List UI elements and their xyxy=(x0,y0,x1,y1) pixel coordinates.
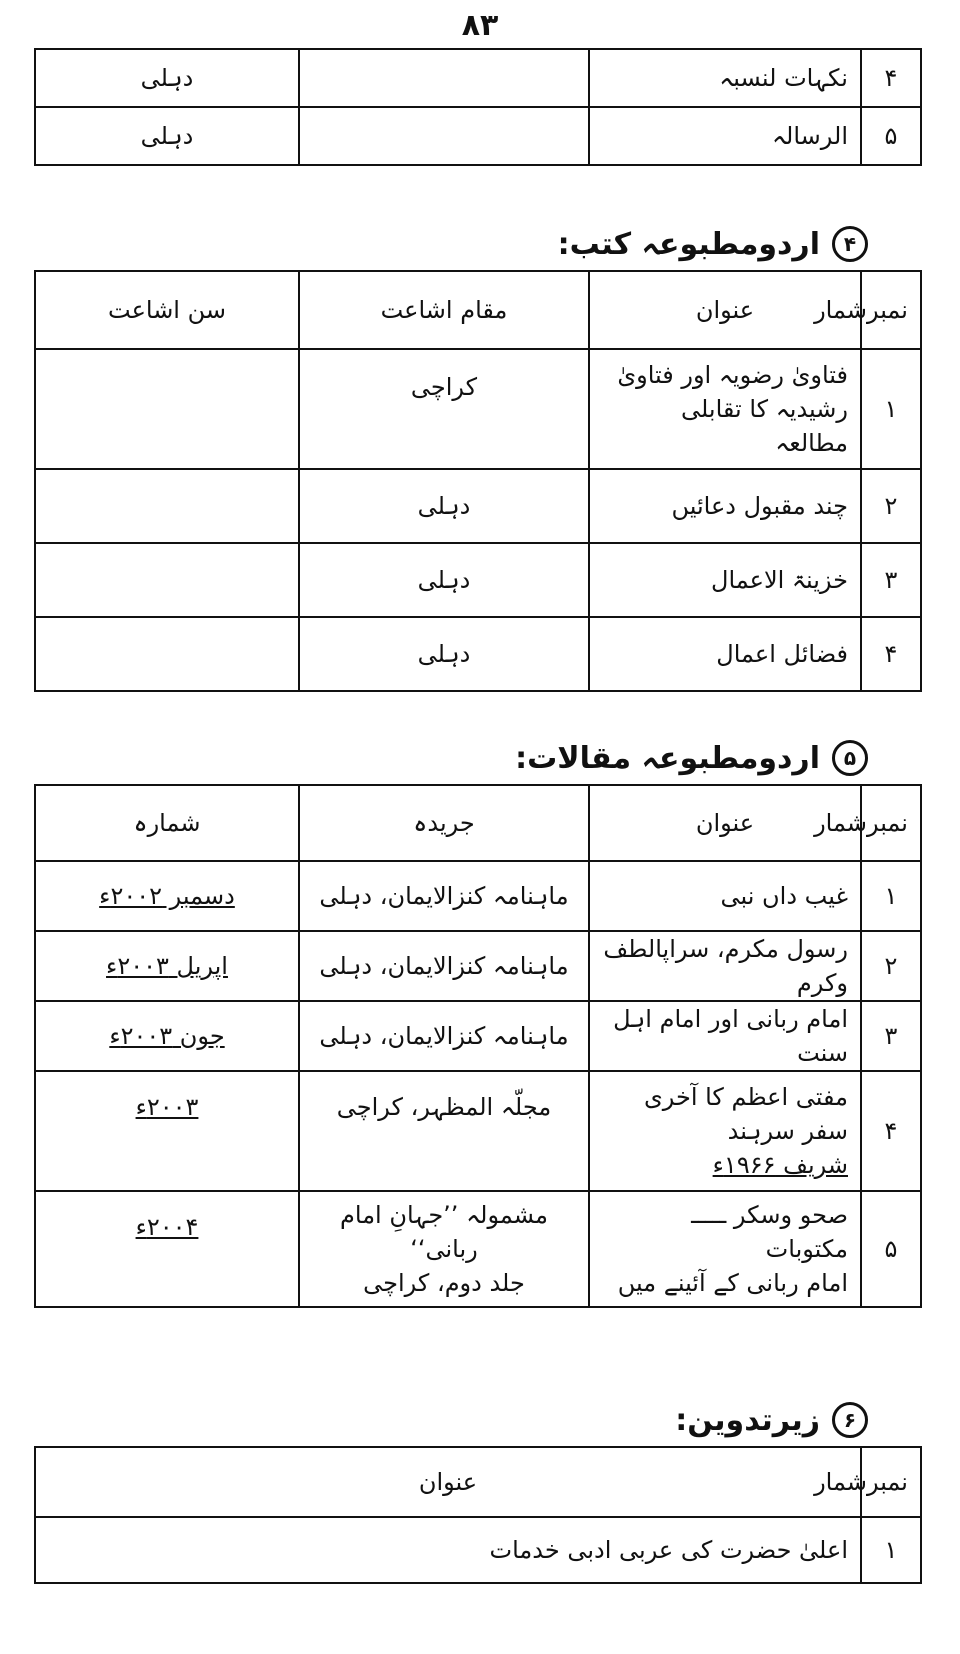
row-number: ۱ xyxy=(861,1517,921,1583)
table-header-row xyxy=(35,271,921,349)
row-number: ۴ xyxy=(861,1071,921,1191)
table-row xyxy=(35,1001,921,1071)
section-number-badge: ۴ xyxy=(832,226,868,262)
row-issue: ۲۰۰۳ء xyxy=(35,1071,299,1191)
section-heading-printed-articles xyxy=(515,736,868,780)
section-title: زیرتدوین: xyxy=(675,1402,820,1438)
row-title: خزینۃ الاعمال xyxy=(589,543,861,617)
table-row xyxy=(35,1071,921,1191)
row-place: دہلی xyxy=(35,107,299,165)
row-number: ۵ xyxy=(861,1191,921,1307)
row-title: اعلیٰ حضرت کی عربی ادبی خدمات xyxy=(35,1517,861,1583)
row-number: ۳ xyxy=(861,543,921,617)
row-journal: مجلّہ المظہر، کراچی xyxy=(299,1071,589,1191)
row-year xyxy=(35,469,299,543)
row-place: دہلی xyxy=(299,617,589,691)
row-cell xyxy=(299,107,589,165)
section-number-badge: ۵ xyxy=(832,740,868,776)
table-row xyxy=(35,931,921,1001)
section-number-badge: ۶ xyxy=(832,1402,868,1438)
row-title: نکہات لنسبہ xyxy=(589,49,861,107)
row-cell xyxy=(299,49,589,107)
table-row xyxy=(35,1191,921,1307)
row-issue: اپریل ۲۰۰۳ء xyxy=(35,931,299,1001)
row-title: چند مقبول دعائیں xyxy=(589,469,861,543)
row-year xyxy=(35,617,299,691)
row-title: الرسالہ xyxy=(589,107,861,165)
top-table xyxy=(34,48,922,166)
row-title-line: مفتی اعظم کا آخری سفر سرہند xyxy=(643,1083,848,1145)
header-number: نمبرشمار xyxy=(861,1447,921,1517)
table-row xyxy=(35,349,921,469)
row-issue: دسمبر ۲۰۰۲ء xyxy=(35,861,299,931)
table-row xyxy=(35,617,921,691)
row-year xyxy=(35,543,299,617)
row-place: دہلی xyxy=(299,469,589,543)
header-title: عنوان xyxy=(589,785,861,861)
table-row xyxy=(35,469,921,543)
row-title-line: صحو وسکر ـــــ مکتوبات xyxy=(691,1201,848,1263)
row-place: کراچی xyxy=(299,349,589,469)
row-title: امام ربانی اور امام اہل سنت xyxy=(589,1001,861,1071)
row-title-line: امام ربانی کے آئینے میں xyxy=(617,1269,848,1297)
row-title: غیب داں نبی xyxy=(589,861,861,931)
header-number: نمبرشمار xyxy=(861,785,921,861)
row-title: رسول مکرم، سراپالطف وکرم xyxy=(589,931,861,1001)
row-journal-line: جلد دوم، کراچی xyxy=(363,1269,525,1297)
row-title-line: شریف ۱۹۶۶ء xyxy=(712,1151,848,1179)
page-number: ۸۳ xyxy=(461,8,499,43)
header-title: عنوان xyxy=(589,271,861,349)
header-place: مقام اشاعت xyxy=(299,271,589,349)
row-title-line: فتاویٰ رضویہ اور فتاویٰ xyxy=(617,361,848,389)
header-title: عنوان xyxy=(35,1447,861,1517)
table-row xyxy=(35,49,921,107)
row-number: ۲ xyxy=(861,931,921,1001)
table-header-row xyxy=(35,785,921,861)
section-title: اردومطبوعہ کتب: xyxy=(557,226,820,262)
section-heading-printed-books xyxy=(558,222,868,266)
row-number: ۵ xyxy=(861,107,921,165)
table-row xyxy=(35,1517,921,1583)
printed-articles-table xyxy=(34,784,922,1308)
section-heading-in-compilation xyxy=(675,1398,868,1442)
header-number: نمبرشمار xyxy=(861,271,921,349)
row-issue: جون ۲۰۰۳ء xyxy=(35,1001,299,1071)
printed-books-table xyxy=(34,270,922,692)
row-issue: ۲۰۰۴ء xyxy=(35,1191,299,1307)
row-number: ۴ xyxy=(861,617,921,691)
row-journal xyxy=(299,1191,589,1307)
row-number: ۲ xyxy=(861,469,921,543)
row-title: فضائل اعمال xyxy=(589,617,861,691)
table-header-row xyxy=(35,1447,921,1517)
table-row xyxy=(35,543,921,617)
header-issue: شمارہ xyxy=(35,785,299,861)
row-journal: ماہنامہ کنزالایمان، دہلی xyxy=(299,861,589,931)
row-number: ۳ xyxy=(861,1001,921,1071)
row-number: ۱ xyxy=(861,861,921,931)
table-row xyxy=(35,861,921,931)
row-journal: ماہنامہ کنزالایمان، دہلی xyxy=(299,1001,589,1071)
row-number: ۴ xyxy=(861,49,921,107)
row-title xyxy=(589,1191,861,1307)
row-place: دہلی xyxy=(35,49,299,107)
row-year xyxy=(35,349,299,469)
section-title: اردومطبوعہ مقالات: xyxy=(515,740,820,776)
table-row xyxy=(35,107,921,165)
in-compilation-table xyxy=(34,1446,922,1584)
header-year: سن اشاعت xyxy=(35,271,299,349)
row-journal-line: مشمولہ ’’جہانِ امام ربانی‘‘ xyxy=(340,1201,548,1263)
row-journal: ماہنامہ کنزالایمان، دہلی xyxy=(299,931,589,1001)
row-title xyxy=(589,349,861,469)
row-title-line: رشیدیہ کا تقابلی مطالعہ xyxy=(680,395,848,457)
header-journal: جریدہ xyxy=(299,785,589,861)
row-place: دہلی xyxy=(299,543,589,617)
row-number: ۱ xyxy=(861,349,921,469)
row-title xyxy=(589,1071,861,1191)
